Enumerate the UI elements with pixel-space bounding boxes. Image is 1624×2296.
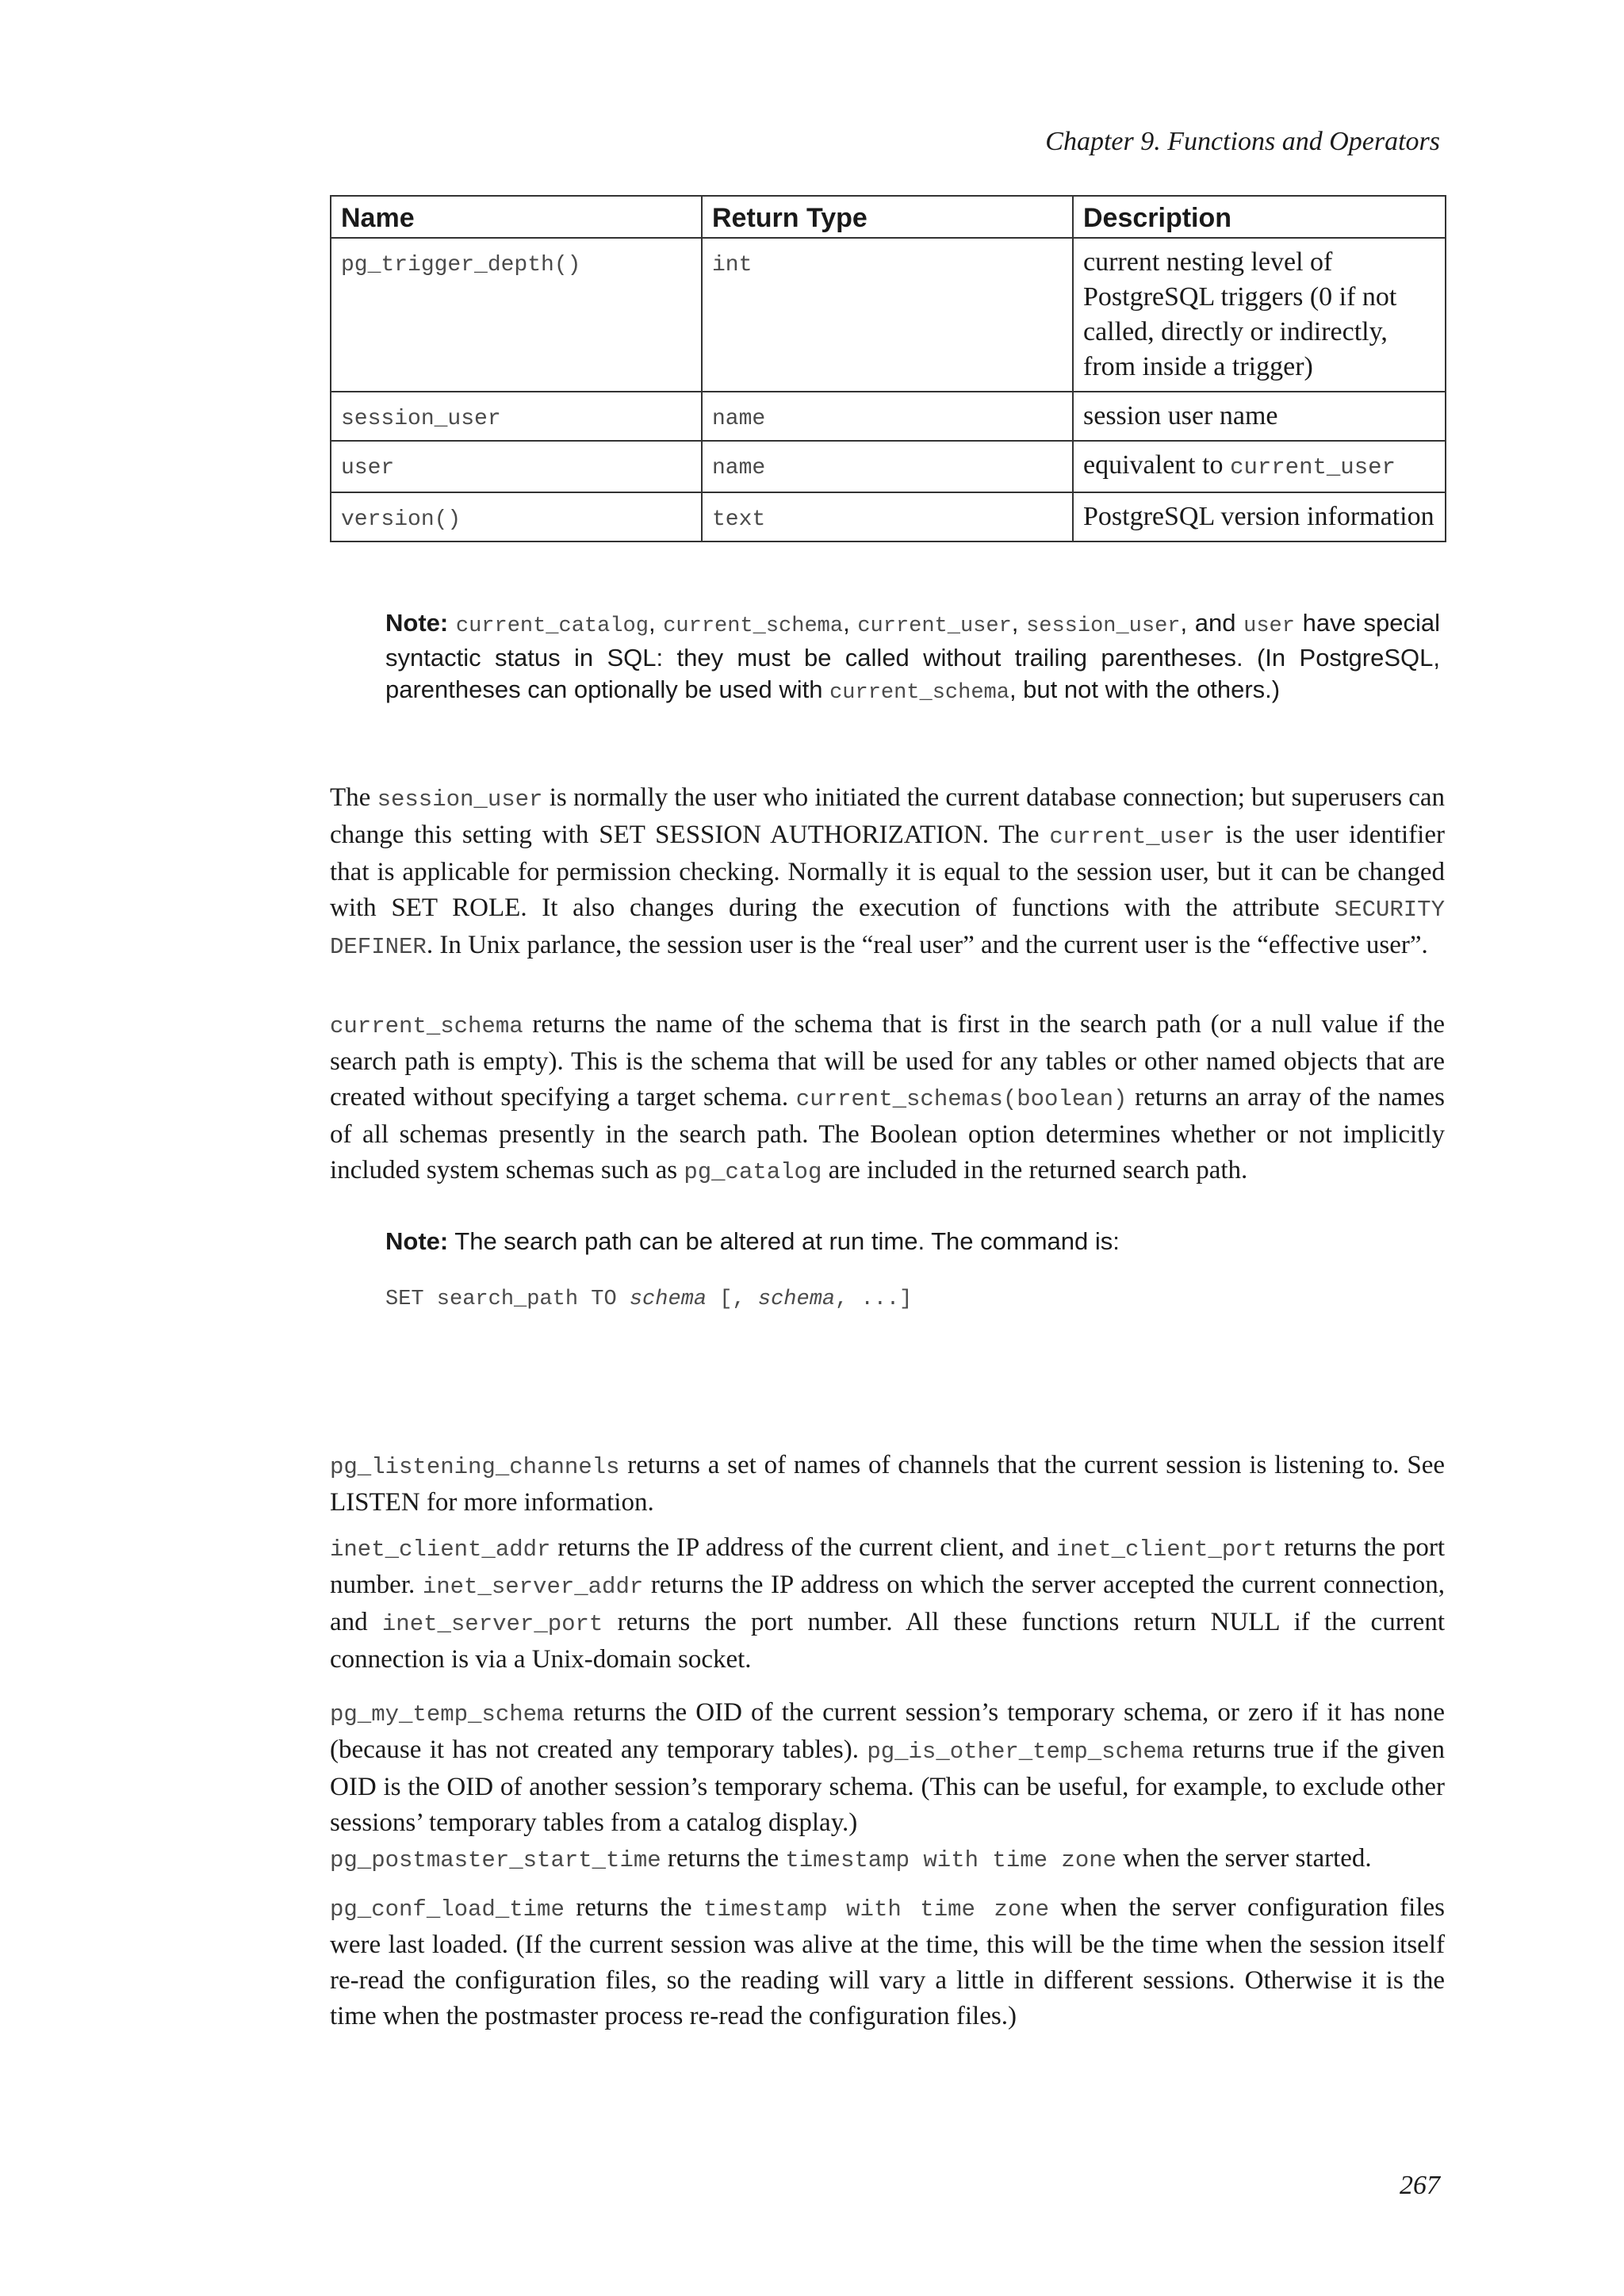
code-placeholder: schema bbox=[757, 1288, 836, 1311]
paragraph-text: returns the port number. All these functions return NULL if the current connection is via a Unix-domain socket. bbox=[330, 1608, 1445, 1674]
paragraph-current-schema bbox=[330, 1007, 1445, 1190]
table-row bbox=[331, 238, 1446, 392]
paragraph-text: is normally the user who initiated the current database connection; but superusers can change this setting with SET SESSION AUTHORIZATION. The bbox=[330, 783, 1445, 849]
note-text: The search path can be altered at run time. The command is: bbox=[448, 1227, 1120, 1255]
function-name: session_user bbox=[331, 392, 702, 441]
inline-code: current_schema bbox=[330, 1013, 523, 1039]
description-code: current_user bbox=[1230, 454, 1396, 480]
return-type: text bbox=[702, 492, 1073, 541]
column-header-name: Name bbox=[331, 196, 702, 238]
paragraph-text: is the user identifier that is applicable for permission checking. Normally it is equal to the session user, but it can be changed with SET ROLE. It also changes during the execution of functions with the attribute bbox=[330, 821, 1445, 922]
inline-code: timestamp with time zone bbox=[785, 1847, 1117, 1873]
paragraph-text: returns the port number. bbox=[330, 1533, 1446, 1599]
inline-code: current_schemas(boolean) bbox=[795, 1086, 1128, 1112]
paragraph-text: returns the IP address on which the server accepted the current connection, and bbox=[330, 1571, 1445, 1636]
inline-code: current_catalog bbox=[455, 614, 649, 638]
function-description bbox=[1073, 441, 1446, 492]
code-placeholder: schema bbox=[629, 1288, 707, 1311]
paragraph-postmaster-start bbox=[330, 1841, 1445, 1878]
return-type: name bbox=[702, 441, 1073, 492]
paragraph-conf-load bbox=[330, 1890, 1445, 2034]
inline-code: pg_listening_channels bbox=[330, 1454, 620, 1480]
paragraph-text: returns an array of the names of all schemas presently in the search path. The Boolean option determines whether or not implicitly included system schemas such as bbox=[330, 1083, 1446, 1184]
note-label: Note: bbox=[385, 609, 449, 637]
paragraph-text: The bbox=[330, 783, 377, 812]
note-text: , and bbox=[1180, 609, 1244, 637]
paragraph-text: are included in the returned search path. bbox=[822, 1156, 1248, 1184]
column-header-return-type: Return Type bbox=[702, 196, 1073, 238]
paragraph-text: returns the bbox=[564, 1893, 703, 1922]
inline-code: pg_catalog bbox=[684, 1159, 822, 1185]
note-special-syntax bbox=[385, 607, 1440, 709]
paragraph-text: when the server started. bbox=[1116, 1844, 1372, 1873]
return-type: name bbox=[702, 392, 1073, 441]
paragraph-text: returns the name of the schema that is first in the search path (or a null value if the search path is empty). This is the schema that will be used for any tables or other named objects that are created without specifying a target schema. bbox=[330, 1010, 1445, 1112]
code-example bbox=[385, 1288, 912, 1311]
table-header-row bbox=[331, 196, 1446, 238]
inline-code: user bbox=[1243, 614, 1295, 638]
paragraph-text: . In Unix parlance, the session user is the “real user” and the current user is the “effective user”. bbox=[426, 931, 1428, 959]
paragraph-inet bbox=[330, 1530, 1445, 1678]
inline-code: session_user bbox=[377, 786, 543, 813]
running-header: Chapter 9. Functions and Operators bbox=[1045, 127, 1440, 156]
code-text: [, bbox=[707, 1288, 758, 1311]
inline-code: timestamp with time zone bbox=[703, 1896, 1050, 1923]
inline-code: SECURITY DEFINER bbox=[330, 897, 1445, 960]
note-label: Note: bbox=[385, 1227, 449, 1255]
return-type: int bbox=[702, 238, 1073, 392]
column-header-description: Description bbox=[1073, 196, 1446, 238]
inline-code: inet_client_addr bbox=[330, 1536, 551, 1563]
table-row bbox=[331, 441, 1446, 492]
paragraph-text: when the server configuration files were last loaded. (If the current session was alive at the time, this will be the time when the session itself re-read the configuration files, so the reading will vary a little in different sessions. Otherwise it is the time when the postmaster process re-read the configuration files.) bbox=[330, 1893, 1445, 2030]
inline-code: current_schema bbox=[663, 614, 844, 638]
note-search-path bbox=[385, 1226, 1440, 1257]
function-name: user bbox=[331, 441, 702, 492]
note-text: , bbox=[1011, 609, 1027, 637]
inline-code: pg_is_other_temp_schema bbox=[867, 1739, 1185, 1765]
table-row bbox=[331, 392, 1446, 441]
inline-code: pg_my_temp_schema bbox=[330, 1701, 565, 1728]
function-name: pg_trigger_depth() bbox=[331, 238, 702, 392]
note-text: have special syntactic status in SQL: they must be called without trailing parentheses. (In PostgreSQL, parentheses can optionally be used with bbox=[385, 609, 1441, 703]
inline-code: inet_client_port bbox=[1056, 1536, 1277, 1563]
paragraph-text: returns the OID of the current session’s temporary schema, or zero if it has none (because it has not created any temporary tables). bbox=[330, 1698, 1445, 1764]
inline-code: current_user bbox=[1049, 824, 1216, 850]
page-number: 267 bbox=[1400, 2171, 1440, 2200]
inline-code: current_schema bbox=[829, 681, 1009, 705]
paragraph-text: returns the IP address of the current client, and bbox=[550, 1533, 1057, 1562]
paragraph-text: returns true if the given OID is the OID of another session’s temporary schema. (This can be useful, for example, to exclude other sessions’ temporary tables from a catalog display.) bbox=[330, 1735, 1445, 1837]
inline-code: inet_server_port bbox=[381, 1611, 603, 1637]
note-text: , bbox=[648, 609, 664, 637]
inline-code: session_user bbox=[1026, 614, 1181, 638]
table-row bbox=[331, 492, 1446, 541]
paragraph-session-user bbox=[330, 780, 1445, 965]
code-text: , ...] bbox=[835, 1288, 913, 1311]
function-name: version() bbox=[331, 492, 702, 541]
paragraph-text: returns a set of names of channels that the current session is listening to. See LISTEN for more information. bbox=[330, 1451, 1445, 1517]
note-text: , bbox=[843, 609, 858, 637]
inline-code: pg_conf_load_time bbox=[330, 1896, 565, 1923]
functions-table bbox=[330, 195, 1446, 542]
description-text: equivalent to bbox=[1083, 450, 1231, 480]
function-description: current nesting level of PostgreSQL triggers (0 if not called, directly or indirectly, from inside a trigger) bbox=[1073, 238, 1446, 392]
function-description: session user name bbox=[1073, 392, 1446, 441]
inline-code: current_user bbox=[857, 614, 1012, 638]
paragraph-temp-schema bbox=[330, 1695, 1445, 1841]
paragraph-text: returns the bbox=[661, 1844, 786, 1873]
inline-code: pg_postmaster_start_time bbox=[330, 1847, 661, 1873]
note-text: , but not with the others.) bbox=[1009, 675, 1281, 703]
function-description: PostgreSQL version information bbox=[1073, 492, 1446, 541]
paragraph-listening-channels bbox=[330, 1448, 1445, 1521]
inline-code: inet_server_addr bbox=[422, 1574, 644, 1600]
code-text: SET search_path TO bbox=[385, 1288, 630, 1311]
